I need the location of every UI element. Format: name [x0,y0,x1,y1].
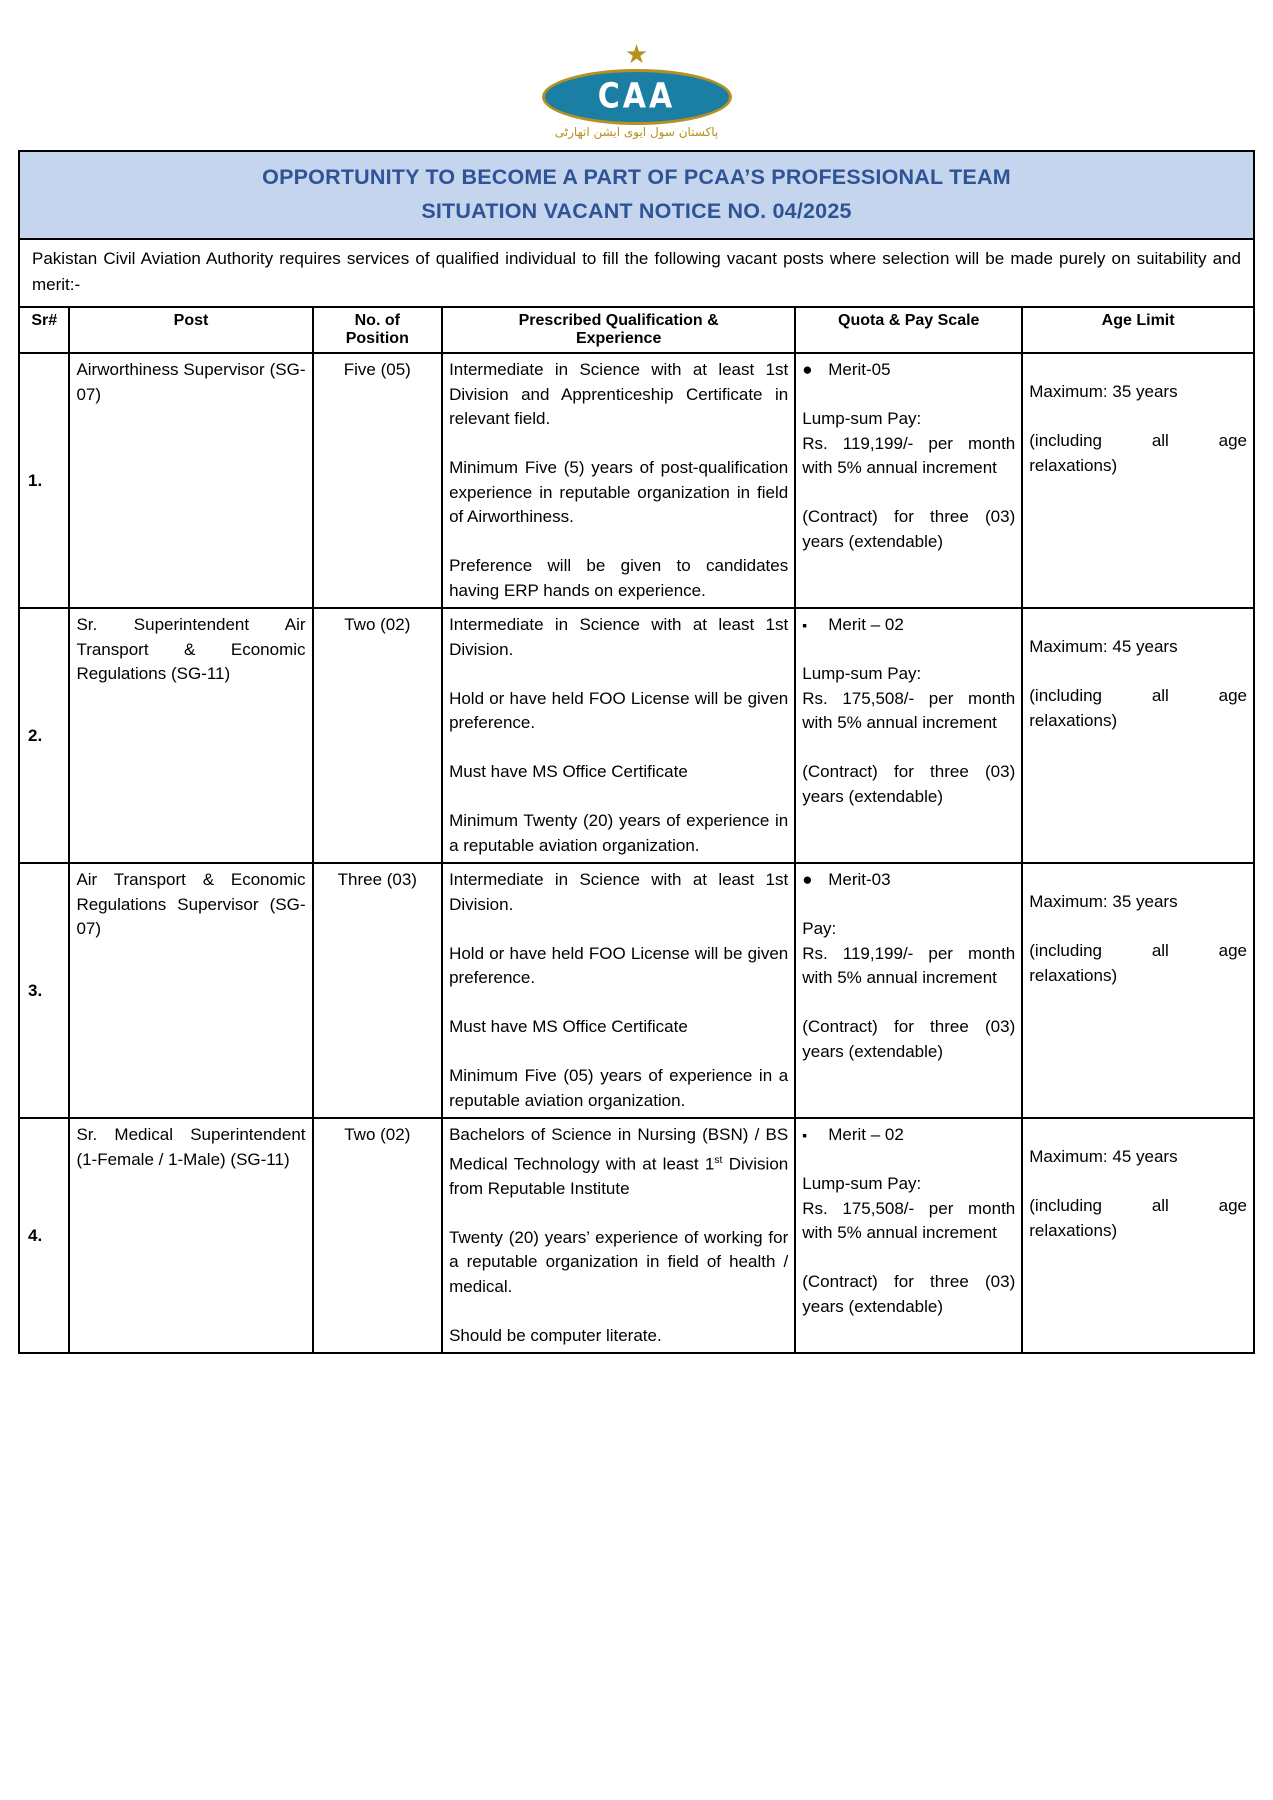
round-bullet-icon: ● [802,870,813,889]
age-limit-text: Maximum: 45 years [1029,637,1178,656]
quota-merit-text: Merit – 02 [828,1125,904,1144]
pcaa-logo [18,0,1255,150]
qualification-paragraph: Must have MS Office Certificate [449,762,688,781]
paragraph-spacer [802,1246,1015,1271]
quota-merit-line [802,1123,1015,1148]
paragraph-spacer [449,1040,788,1065]
square-bullet-icon: ▪ [802,617,808,633]
age-limit-text: (including all age relaxations) [1029,1196,1247,1240]
qualification-paragraph: Preference will be given to candidates having ERP hands on experience. [449,556,789,600]
qualification-paragraph: Bachelors of Science in Nursing (BSN) / BS Medical Technology with at least 1st Division from Reputable Institute [449,1125,789,1198]
table-row [19,353,1254,608]
contract-terms: (Contract) for three (03) years (extendable) [802,762,1016,806]
paragraph-spacer [802,991,1015,1016]
paragraph-spacer [1029,405,1247,430]
age-limit-text: Maximum: 35 years [1029,382,1178,401]
cell-qualification [442,353,795,608]
logo-ellipse [542,69,732,125]
post-title: Air Transport & Economic Regulations Supervisor (SG-07) [76,870,306,938]
paragraph-spacer [802,481,1015,506]
vacancy-notice-table [18,150,1255,1354]
cell-age-limit [1022,863,1254,1118]
qualification-paragraph: Twenty (20) years’ experience of working for a reputable organization in field of health / medical. [449,1227,789,1296]
paragraph-spacer [802,383,1015,408]
table-rows [19,353,1254,1353]
header-positions [313,307,443,353]
cell-post [69,1118,312,1353]
cell-quota-pay [795,863,1022,1118]
cell-age-limit [1022,353,1254,608]
banner-row [19,151,1254,239]
logo-acronym: CAA [597,76,676,117]
intro-text: Pakistan Civil Aviation Authority requires services of qualified individual to fill the following vacant posts where selection will be made purely on suitability and merit:- [32,249,1241,294]
pay-label: Lump-sum Pay: [802,664,922,683]
cell-age-limit [1022,1118,1254,1353]
header-age: Age Limit [1022,307,1254,353]
cell-qualification [442,608,795,863]
header-qualification [442,307,795,353]
paragraph-spacer [449,432,788,457]
paragraph-spacer [1029,915,1247,940]
qualification-paragraph: Intermediate in Science with at least 1st Division. [449,615,789,659]
header-quota: Quota & Pay Scale [795,307,1022,353]
cell-age-limit [1022,608,1254,863]
qualification-paragraph: Minimum Five (5) years of post-qualification experience in reputable organization in field of Airworthiness. [449,458,789,526]
quota-merit-text: Merit-05 [828,360,891,379]
intro-row [19,239,1254,307]
pay-label: Lump-sum Pay: [802,1174,922,1193]
paragraph-spacer [802,638,1015,663]
qualification-paragraph: Should be computer literate. [449,1325,662,1345]
paragraph-spacer [449,530,788,555]
paragraph-spacer [1029,660,1247,685]
header-positions-line2: Position [345,330,409,347]
post-title: Sr. Medical Superintendent (1-Female / 1-Male) (SG-11) [76,1125,306,1169]
banner-line-2: SITUATION VACANT NOTICE NO. 04/2025 [421,199,852,223]
intro-cell [19,239,1254,307]
paragraph-spacer [449,662,788,687]
cell-qualification [442,1118,795,1353]
age-limit-text: (including all age relaxations) [1029,686,1247,730]
paragraph-spacer [449,785,788,810]
qualification-paragraph: Hold or have held FOO License will be given preference. [449,688,789,732]
cell-quota-pay [795,608,1022,863]
cell-sr: 3. [19,863,69,1118]
quota-merit-text: Merit-03 [828,870,891,889]
pay-value: Rs. 119,199/- per month with 5% annual increment [802,943,1016,987]
contract-terms: (Contract) for three (03) years (extendable) [802,1272,1016,1316]
qualification-paragraph: Intermediate in Science with at least 1st Division. [449,870,789,914]
cell-quota-pay [795,1118,1022,1353]
qualification-paragraph: Must have MS Office Certificate [449,1017,688,1036]
cell-post [69,608,312,863]
pay-label: Pay: [802,919,837,938]
age-limit-text: (including all age relaxations) [1029,431,1247,475]
table-header-row [19,307,1254,353]
paragraph-spacer [449,736,788,761]
logo-graphic [542,39,732,145]
paragraph-spacer [802,893,1015,918]
star-glyph: ★ [624,39,649,69]
pay-value: Rs. 119,199/- per month with 5% annual increment [802,433,1016,477]
paragraph-spacer [449,1299,788,1324]
paragraph-spacer [449,917,788,942]
header-qualification-line2: Experience [575,330,662,347]
pay-value: Rs. 175,508/- per month with 5% annual increment [802,1198,1016,1242]
age-limit-text: Maximum: 45 years [1029,1147,1178,1166]
cell-post [69,353,312,608]
cell-sr: 4. [19,1118,69,1353]
pay-value: Rs. 175,508/- per month with 5% annual increment [802,688,1016,732]
paragraph-spacer [1029,1170,1247,1195]
quota-merit-line [802,358,1015,383]
logo-urdu-caption: پاکستان سول ایوی ایشن اتھارٹی [554,125,719,139]
table-row [19,863,1254,1118]
notice-banner [19,151,1254,239]
qualification-paragraph: Hold or have held FOO License will be given preference. [449,943,789,987]
qualification-paragraph: Minimum Five (05) years of experience in a reputable aviation organization. [449,1066,789,1110]
pay-label: Lump-sum Pay: [802,409,922,428]
age-limit-text: Maximum: 35 years [1029,892,1178,911]
contract-terms: (Contract) for three (03) years (extendable) [802,1017,1016,1061]
header-qualification-line1: Prescribed Qualification & [518,312,719,329]
cell-sr: 1. [19,353,69,608]
cell-positions: Five (05) [313,353,443,608]
square-bullet-icon: ▪ [802,1127,808,1143]
paragraph-spacer [449,991,788,1016]
paragraph-spacer [802,736,1015,761]
post-title: Sr. Superintendent Air Transport & Economic Regulations (SG-11) [76,615,306,683]
cell-positions: Three (03) [313,863,443,1118]
round-bullet-icon: ● [802,360,813,379]
post-title: Airworthiness Supervisor (SG-07) [76,360,306,404]
cell-positions: Two (02) [313,608,443,863]
banner-line-1: OPPORTUNITY TO BECOME A PART OF PCAA’S PROFESSIONAL TEAM [262,165,1011,189]
cell-qualification [442,863,795,1118]
paragraph-spacer [449,1201,788,1226]
qualification-paragraph: Intermediate in Science with at least 1st Division and Apprenticeship Certificate in relevant field. [449,360,789,428]
qualification-paragraph: Minimum Twenty (20) years of experience in a reputable aviation organization. [449,811,789,855]
quota-merit-line [802,613,1015,638]
table-row [19,608,1254,863]
contract-terms: (Contract) for three (03) years (extendable) [802,507,1016,551]
header-positions-line1: No. of [354,312,400,329]
cell-post [69,863,312,1118]
cell-sr: 2. [19,608,69,863]
quota-merit-text: Merit – 02 [828,615,904,634]
cell-quota-pay [795,353,1022,608]
paragraph-spacer [802,1148,1015,1173]
age-limit-text: (including all age relaxations) [1029,941,1247,985]
quota-merit-line [802,868,1015,893]
header-post: Post [69,307,312,353]
header-sr: Sr# [19,307,69,353]
cell-positions: Two (02) [313,1118,443,1353]
table-row [19,1118,1254,1353]
